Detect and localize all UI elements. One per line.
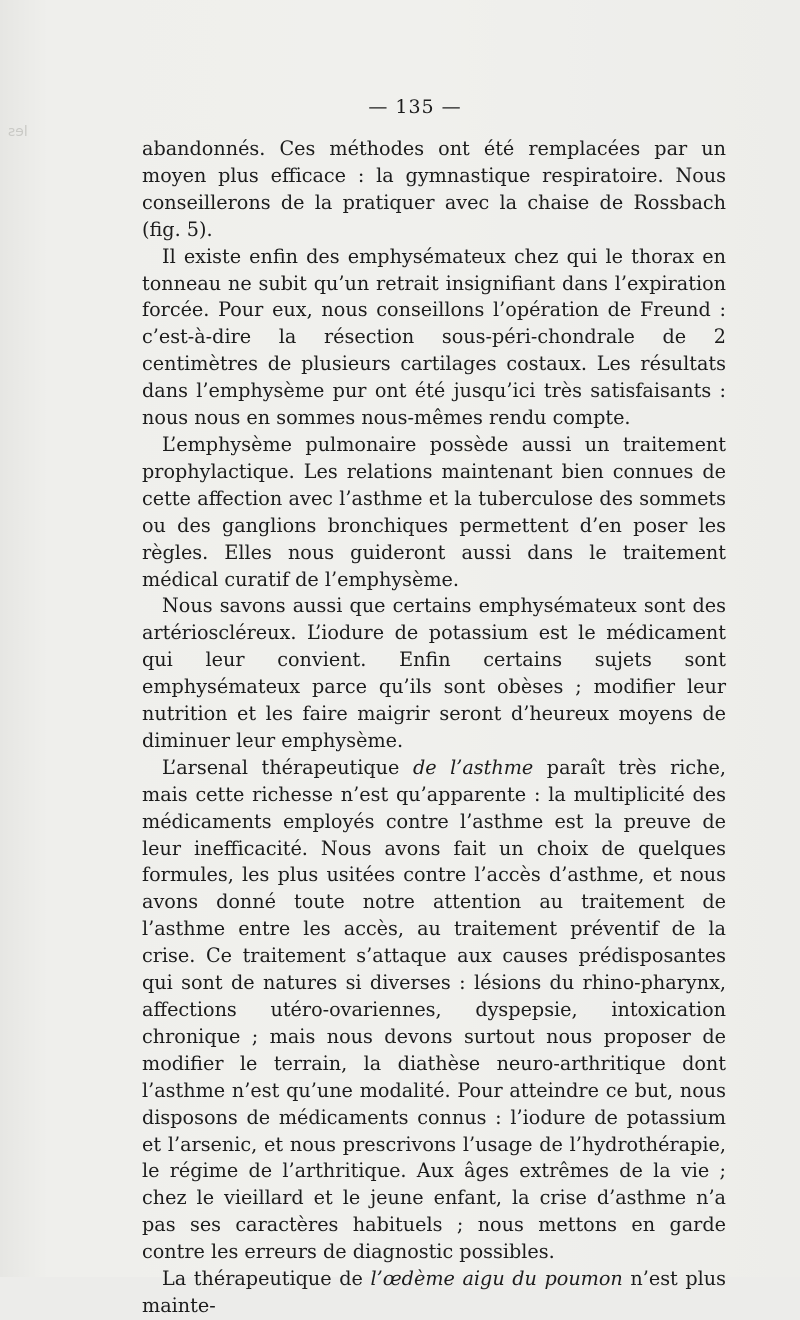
paragraph-4 bbox=[142, 593, 726, 754]
paragraph-text: paraît très riche, mais cette richesse n’est qu’apparente : la multiplicité des médicaments employés contre l’asthme est la preuve de leur inefficacité. Nous avons fait un choix de quelques formules, les plus usitées contre l’accès d’asthme, et nous avons donné toute notre attention au traitement de l’asthme entre les accès, au traitement préventif de la crise. Ce traitement s’attaque aux causes prédisposantes qui sont de natures si diverses : lésions du rhino-pharynx, affections utéro-ovariennes, dyspepsie, intoxication chronique ; mais nous devons surtout nous proposer de modifier le terrain, la diathèse neuro-arthritique dont l’asthme n’est qu’une modalité. Pour atteindre ce but, nous disposons de médicaments connus : l’iodure de potassium et l’arsenic, et nous prescrivons l’usage de l’hydrothérapie, le régime de l’arthritique. Aux âges extrêmes de la vie ; chez le vieillard et le jeune enfant, la crise d’asthme n’a pas ses caractères habituels ; nous mettons en garde contre les erreurs de diagnostic possibles. bbox=[142, 755, 726, 1264]
paragraph-text: L’emphysème pulmonaire possède aussi un traitement prophylactique. Les relations maintenant bien connues de cette affection avec l’asthme et la tuberculose des sommets ou des ganglions bronchiques permettent d’en poser les règles. Elles nous guideront aussi dans le traitement médical curatif de l’emphysème. bbox=[142, 432, 726, 591]
paragraph-1 bbox=[142, 136, 726, 244]
paragraph-text: n’est plus mainte- bbox=[142, 1267, 726, 1317]
page-number: — 135 — bbox=[368, 96, 462, 118]
paragraph-text: abandonnés. Ces méthodes ont été remplacées par un moyen plus efficace : la gymnastique respiratoire. Nous conseillerons de la pratiquer avec la chaise de Rossbach (fig. 5). bbox=[142, 137, 726, 241]
paragraph-text: L’arsenal thérapeutique bbox=[162, 755, 413, 779]
paragraph-6 bbox=[142, 1266, 726, 1320]
paragraph-3 bbox=[142, 432, 726, 593]
bleed-through-text: les bbox=[8, 124, 28, 140]
paragraph-5 bbox=[142, 755, 726, 1266]
paragraph-2 bbox=[142, 244, 726, 432]
body-text bbox=[142, 136, 726, 1320]
italic-term-oedeme: l’œdème aigu du poumon bbox=[370, 1267, 623, 1291]
paragraph-text: Il existe enfin des emphysémateux chez qui le thorax en tonneau ne subit qu’un retrait insignifiant dans l’expiration forcée. Pour eux, nous conseillons l’opération de Freund : c’est-à-dire la résection sous-péri-chondrale de 2 centimètres de plusieurs cartilages costaux. Les résultats dans l’emphysème pur ont été jusqu’ici très satisfaisants : nous nous en sommes nous-mêmes rendu compte. bbox=[142, 244, 726, 430]
paragraph-text: Nous savons aussi que certains emphysémateux sont des artérioscléreux. L’iodure de potassium est le médicament qui leur convient. Enfin certains sujets sont emphysémateux parce qu’ils sont obèses ; modifier leur nutrition et les faire maigrir seront d’heureux moyens de diminuer leur emphysème. bbox=[142, 594, 726, 752]
italic-term-asthme: de l’asthme bbox=[412, 755, 534, 779]
paragraph-text: La thérapeutique de bbox=[162, 1267, 371, 1291]
